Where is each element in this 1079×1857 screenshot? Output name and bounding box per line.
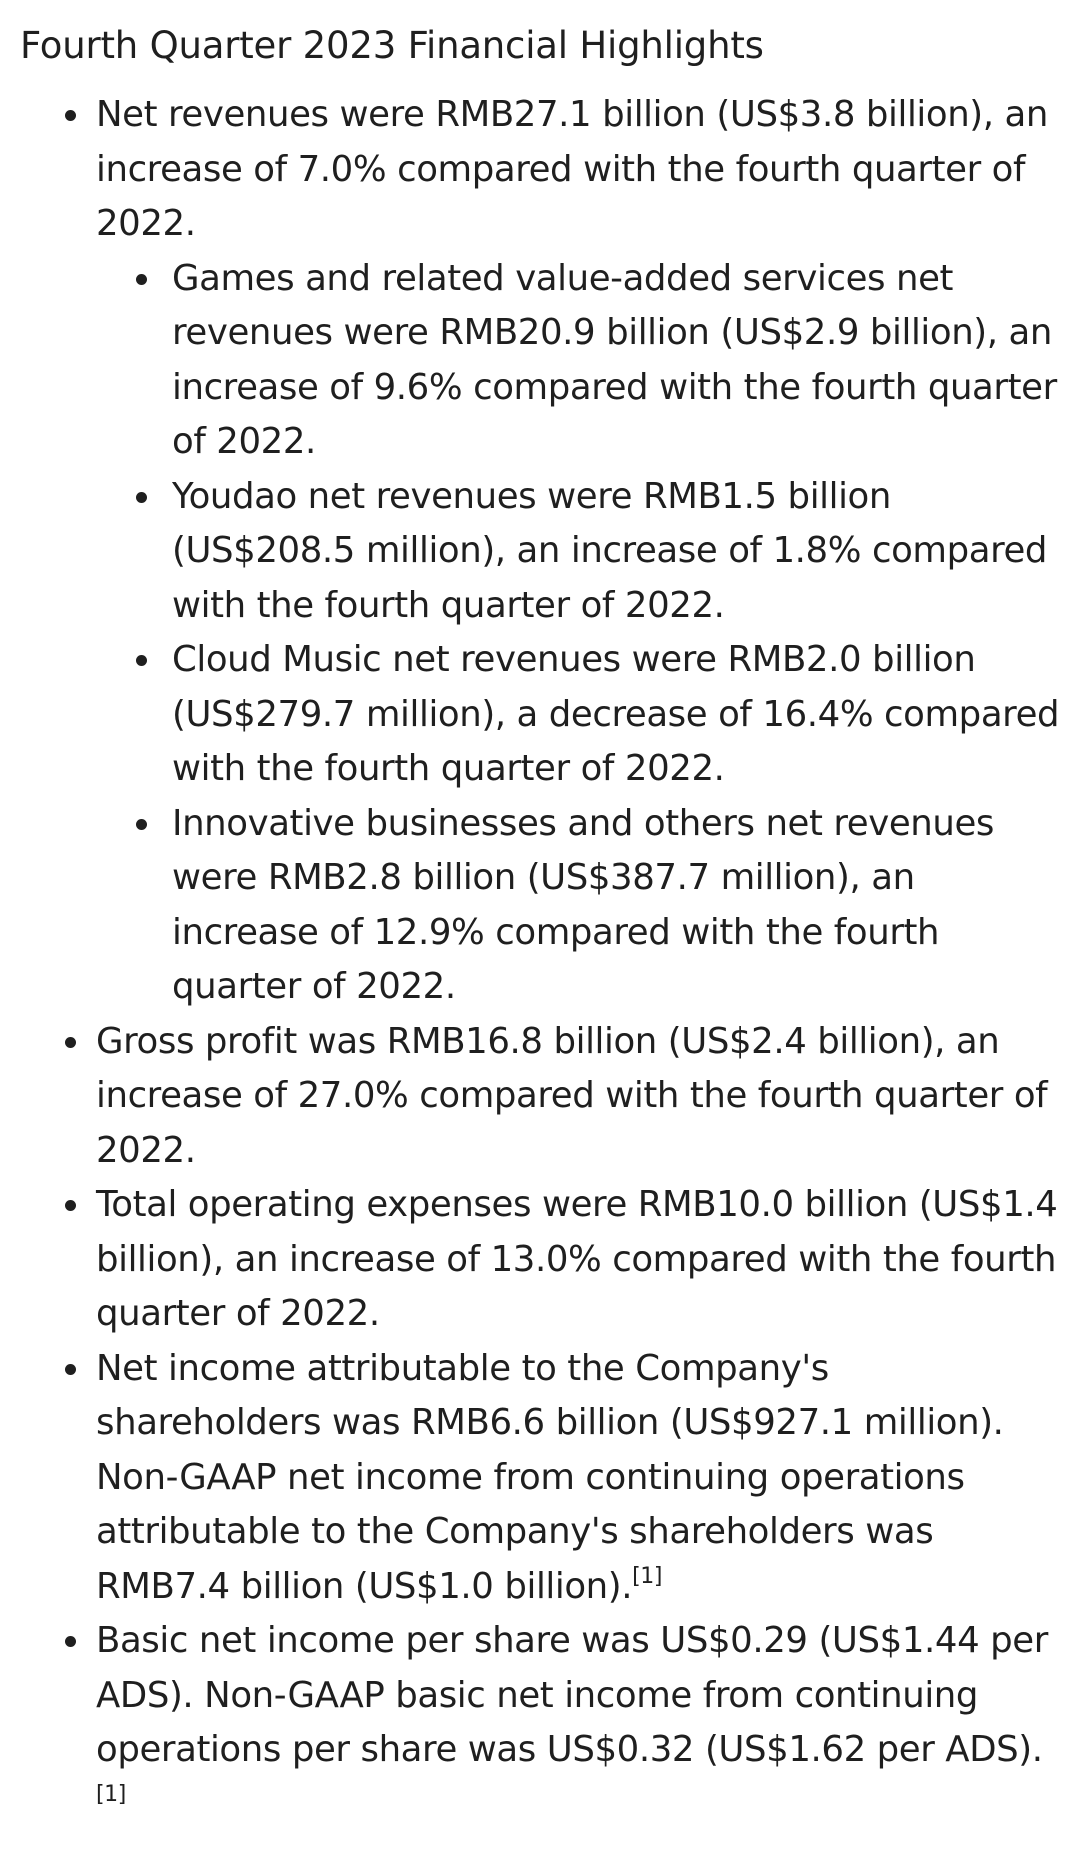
revenue-breakdown-list bbox=[96, 252, 1063, 1015]
highlight-net-income bbox=[20, 1342, 1063, 1615]
highlight-text: Basic net income per share was US$0.29 (US$1.44 per ADS). Non-GAAP basic net income from continuing operations per share was US$0.32 (US$1.62 per ADS). bbox=[96, 1620, 1048, 1770]
sub-item-text: Cloud Music net revenues were RMB2.0 billion (US$279.7 million), a decrease of 16.4% compared with the fourth quarter of 2022. bbox=[172, 639, 1060, 789]
highlight-net-revenues bbox=[20, 88, 1063, 1015]
highlight-gross-profit bbox=[20, 1015, 1063, 1179]
sub-item-innovative bbox=[96, 797, 1063, 1015]
sub-item-text: Innovative businesses and others net revenues were RMB2.8 billion (US$387.7 million), an increase of 12.9% compared with the fourth quarter of 2022. bbox=[172, 802, 995, 1007]
sub-item-text: Games and related value-added services net revenues were RMB20.9 billion (US$2.9 billion), an increase of 9.6% compared with the fourth quarter of 2022. bbox=[172, 257, 1057, 462]
highlight-text: Net income attributable to the Company's shareholders was RMB6.6 billion (US$927.1 million). Non-GAAP net income from continuing operations attributable to the Company's shareholders was RMB7.4 billion (US$1.0 billion). bbox=[96, 1347, 1004, 1607]
section-heading: Fourth Quarter 2023 Financial Highlights bbox=[20, 24, 764, 67]
sub-item-text: Youdao net revenues were RMB1.5 billion (US$208.5 million), an increase of 1.8% compared with the fourth quarter of 2022. bbox=[172, 475, 1048, 626]
footnote-ref-link[interactable]: [1] bbox=[632, 1563, 663, 1589]
footnote-ref-link[interactable]: [1] bbox=[96, 1781, 126, 1807]
sub-item-youdao bbox=[96, 470, 1063, 634]
highlight-eps bbox=[20, 1614, 1063, 1832]
highlight-text: Gross profit was RMB16.8 billion (US$2.4 billion), an increase of 27.0% compared with the fourth quarter of 2022. bbox=[96, 1020, 1048, 1171]
sub-item-games bbox=[96, 252, 1063, 470]
highlight-operating-expenses bbox=[20, 1178, 1063, 1342]
sub-item-cloud-music bbox=[96, 633, 1063, 797]
highlight-text: Total operating expenses were RMB10.0 billion (US$1.4 billion), an increase of 13.0% compared with the fourth quarter of 2022. bbox=[96, 1184, 1058, 1334]
highlights-list bbox=[20, 88, 1063, 1832]
highlight-text: Net revenues were RMB27.1 billion (US$3.8 billion), an increase of 7.0% compared with the fourth quarter of 2022. bbox=[96, 94, 1048, 244]
